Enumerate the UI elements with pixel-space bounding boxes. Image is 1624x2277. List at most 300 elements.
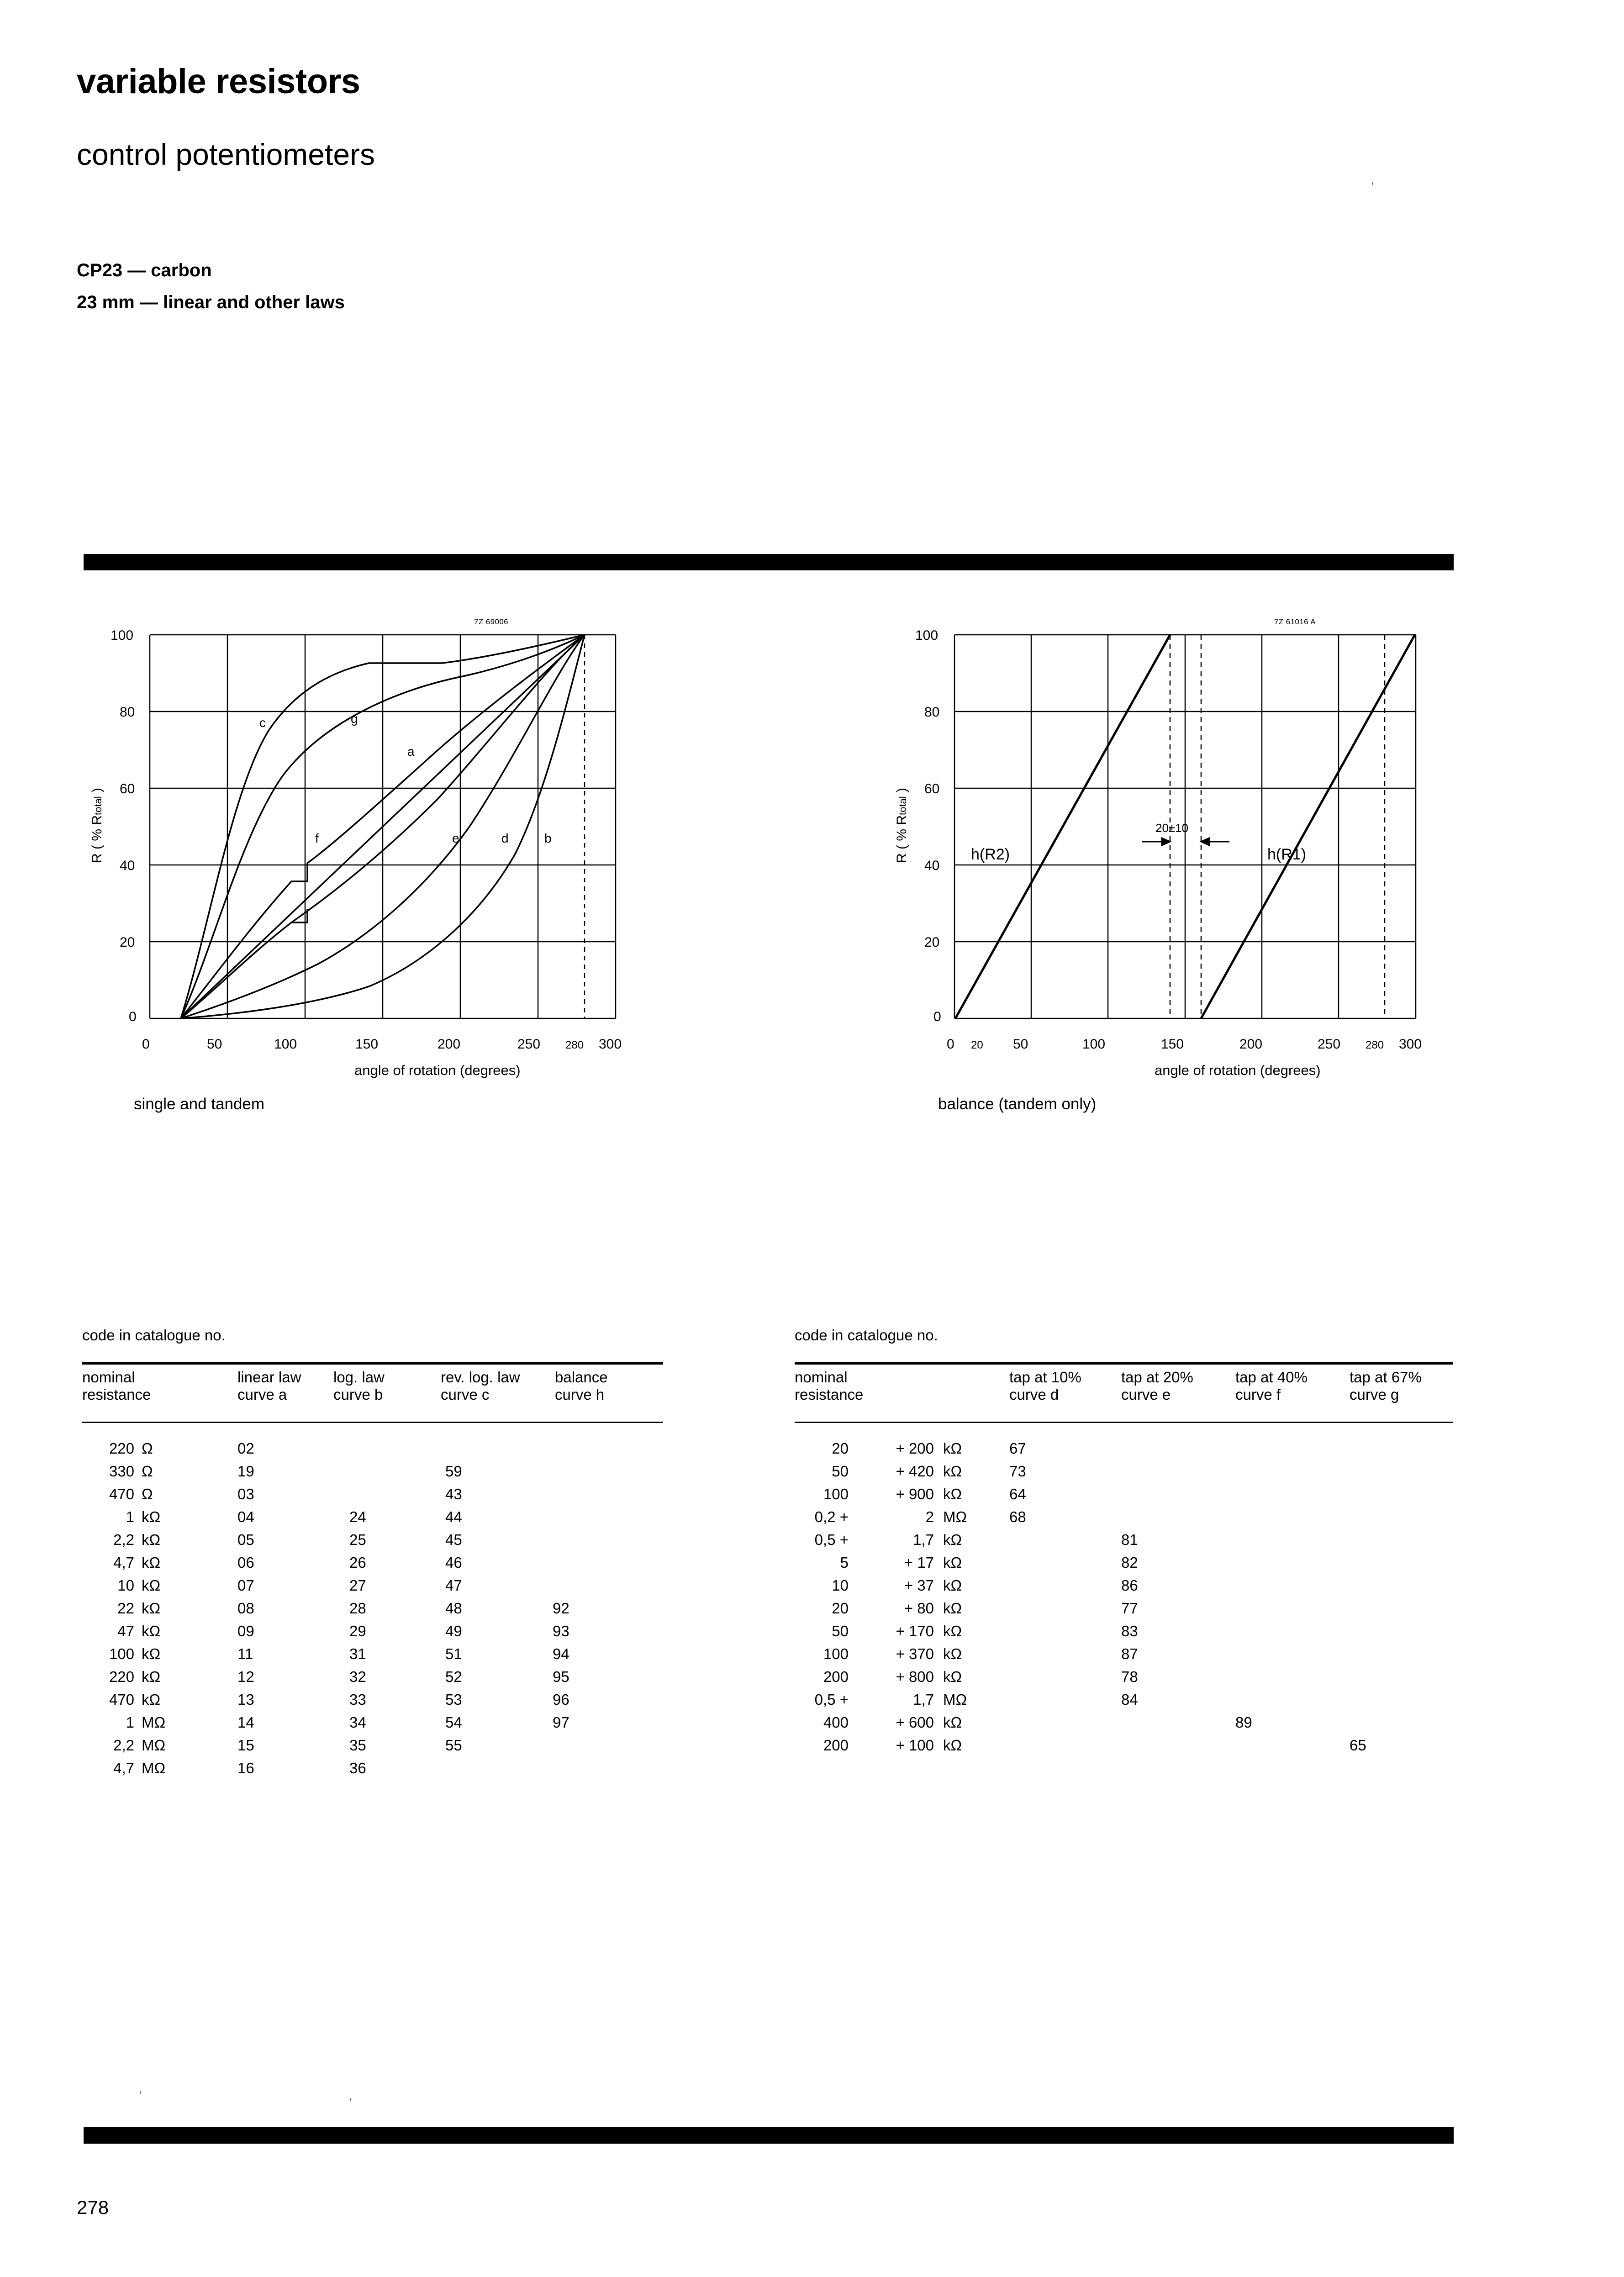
table-right	[795, 1369, 1453, 1403]
table-row	[795, 1486, 1453, 1508]
left-graph-curve-label-e: e	[452, 831, 459, 845]
cell-curve-c: 59	[445, 1463, 462, 1480]
cell-curve-c: 51	[445, 1645, 462, 1662]
right-graph-xtick-300: 300	[1399, 1037, 1422, 1052]
cell-curve-b: 31	[349, 1645, 366, 1662]
cell-curve-a: 06	[237, 1554, 254, 1571]
table-right-header-row-2	[795, 1386, 1453, 1403]
left-graph-xtick-150: 150	[355, 1037, 379, 1052]
cell-curve-b: 26	[349, 1554, 366, 1571]
table-right-header-tap67-2: curve g	[1350, 1386, 1399, 1403]
cell-curve-d: 64	[1009, 1486, 1026, 1502]
table-row	[82, 1440, 667, 1463]
cell-curve-a: 13	[237, 1691, 254, 1708]
table-left-header-linear-2: curve a	[237, 1386, 287, 1403]
left-graph-caption: single and tandem	[134, 1095, 265, 1113]
cell-curve-d	[1009, 1737, 1121, 1760]
cell-nominal-value-1: 20	[832, 1440, 849, 1457]
cell-nominal-value-2: + 800	[896, 1668, 934, 1685]
cell-nominal-unit: MΩ	[943, 1691, 967, 1708]
table-left-code-caption: code in catalogue no.	[82, 1327, 226, 1344]
cell-curve-d	[1009, 1623, 1121, 1645]
cell-nominal-value-1: 50	[832, 1623, 849, 1639]
left-graph-ytick-80: 80	[120, 705, 135, 720]
cell-curve-e: 83	[1121, 1623, 1138, 1639]
cell-curve-f	[1235, 1577, 1350, 1600]
cell-curve-d: 73	[1009, 1463, 1026, 1480]
cell-curve-a: 14	[237, 1714, 254, 1731]
cell-curve-a: 15	[237, 1737, 254, 1754]
cell-nominal-value: 1	[126, 1508, 134, 1525]
table-row	[82, 1463, 667, 1486]
cell-nominal-value-1: 200	[823, 1737, 849, 1754]
cell-nominal-value: 10	[117, 1577, 134, 1594]
cell-curve-d	[1009, 1577, 1121, 1600]
stray-mark-bottom-left: '	[139, 2089, 142, 2102]
cell-curve-c: 43	[445, 1486, 462, 1502]
cell-curve-f	[1235, 1486, 1350, 1508]
cell-curve-e	[1121, 1486, 1235, 1508]
cell-curve-e: 81	[1121, 1531, 1138, 1548]
cell-nominal-value: 2,2	[113, 1531, 134, 1548]
table-row	[82, 1714, 667, 1737]
table-row	[82, 1737, 667, 1760]
cell-curve-c: 47	[445, 1577, 462, 1594]
cell-nominal-value-2: 1,7	[913, 1531, 934, 1548]
cell-curve-e	[1121, 1508, 1235, 1531]
cell-curve-a: 09	[237, 1623, 254, 1639]
table-left-header-balance-1: balance	[555, 1369, 608, 1386]
cell-nominal-unit: kΩ	[943, 1554, 962, 1571]
table-row	[795, 1440, 1453, 1463]
cell-curve-f	[1235, 1600, 1350, 1623]
cell-curve-b: 36	[349, 1760, 366, 1776]
cell-curve-g	[1350, 1577, 1453, 1600]
right-graph-xtick-100: 100	[1082, 1037, 1106, 1052]
left-graph-xtick-200: 200	[438, 1037, 461, 1052]
cell-nominal-value-2: + 37	[904, 1577, 934, 1594]
cell-nominal-unit: kΩ	[142, 1691, 161, 1708]
cell-curve-b	[349, 1486, 445, 1508]
cell-nominal-value-2: + 420	[896, 1463, 934, 1480]
cell-nominal-unit: kΩ	[142, 1645, 161, 1662]
cell-nominal-value-1: 50	[832, 1463, 849, 1480]
cell-curve-f	[1235, 1531, 1350, 1554]
stray-mark-bottom-mid: '	[349, 2096, 352, 2108]
cell-curve-d	[1009, 1531, 1121, 1554]
cell-curve-c: 49	[445, 1623, 462, 1639]
cell-nominal-value-1: 0,2 +	[814, 1508, 849, 1525]
table-row	[795, 1668, 1453, 1691]
cell-nominal-unit: MΩ	[142, 1760, 166, 1776]
left-graph-curve-label-f: f	[315, 831, 319, 845]
cell-curve-h: 94	[553, 1645, 569, 1662]
product-type-line-2: 23 mm — linear and other laws	[77, 292, 345, 312]
graph-single-and-tandem	[77, 607, 716, 1113]
cell-nominal-value: 100	[109, 1645, 134, 1662]
cell-curve-d	[1009, 1554, 1121, 1577]
table-left-header-linear-1: linear law	[237, 1369, 301, 1386]
cell-curve-a: 11	[237, 1645, 253, 1662]
table-right-body	[795, 1440, 1453, 1760]
left-graph-curve-label-g: g	[351, 712, 358, 726]
cell-curve-c: 55	[445, 1737, 462, 1754]
cell-nominal-value: 470	[109, 1691, 134, 1708]
cell-nominal-unit: kΩ	[142, 1600, 161, 1617]
table-right-header-tap20-1: tap at 20%	[1121, 1369, 1193, 1386]
page-subtitle: control potentiometers	[77, 137, 375, 171]
table-row	[795, 1463, 1453, 1486]
right-graph-label-h-r2: h(R2)	[971, 846, 1010, 863]
cell-curve-e	[1121, 1463, 1235, 1486]
cell-nominal-value-1: 200	[823, 1668, 849, 1685]
cell-nominal-value: 470	[109, 1486, 134, 1502]
cell-curve-d: 68	[1009, 1508, 1026, 1525]
cell-nominal-value: 4,7	[113, 1760, 134, 1776]
cell-nominal-unit: kΩ	[142, 1577, 161, 1594]
cell-nominal-unit: kΩ	[943, 1486, 962, 1502]
right-graph-xtick-150: 150	[1161, 1037, 1184, 1052]
cell-curve-f	[1235, 1463, 1350, 1486]
cell-curve-h: 92	[553, 1600, 569, 1617]
cell-curve-e	[1121, 1714, 1235, 1737]
cell-curve-g	[1350, 1531, 1453, 1554]
cell-nominal-value-1: 0,5 +	[814, 1691, 849, 1708]
left-graph-ytick-60: 60	[120, 781, 135, 796]
table-row	[795, 1600, 1453, 1623]
cell-nominal-value-1: 0,5 +	[814, 1531, 849, 1548]
right-graph-xtick-200: 200	[1239, 1037, 1263, 1052]
cell-curve-e: 87	[1121, 1645, 1138, 1662]
left-graph-xtick-300: 300	[599, 1037, 622, 1052]
cell-curve-g	[1350, 1645, 1453, 1668]
cell-curve-e: 78	[1121, 1668, 1138, 1685]
cell-curve-a: 04	[237, 1508, 254, 1525]
cell-curve-c: 54	[445, 1714, 462, 1731]
table-row	[82, 1600, 667, 1623]
cell-nominal-value-2: + 17	[904, 1554, 934, 1571]
cell-nominal-unit: kΩ	[943, 1737, 962, 1754]
cell-nominal-unit: kΩ	[142, 1508, 161, 1525]
cell-nominal-unit: kΩ	[943, 1623, 962, 1639]
right-graph-xtick-50: 50	[1013, 1037, 1028, 1052]
cell-nominal-unit: kΩ	[943, 1577, 962, 1594]
cell-nominal-value: 4,7	[113, 1554, 134, 1571]
cell-nominal-value-1: 5	[840, 1554, 849, 1571]
cell-curve-c	[445, 1760, 553, 1782]
left-graph-code: 7Z 69006	[474, 617, 509, 626]
table-left-header-log-1: log. law	[333, 1369, 385, 1386]
cell-curve-f: 89	[1235, 1714, 1252, 1731]
table-row	[82, 1691, 667, 1714]
cell-curve-g	[1350, 1623, 1453, 1645]
cell-curve-g	[1350, 1668, 1453, 1691]
cell-curve-g	[1350, 1600, 1453, 1623]
cell-nominal-unit: kΩ	[943, 1600, 962, 1617]
cell-nominal-value-2: + 200	[896, 1440, 934, 1457]
table-row	[795, 1714, 1453, 1737]
cell-nominal-value-1: 10	[832, 1577, 849, 1594]
cell-curve-a: 08	[237, 1600, 254, 1617]
table-right-header-tap10-1: tap at 10%	[1009, 1369, 1081, 1386]
table-left-header-row-2	[82, 1386, 608, 1403]
table-row	[82, 1508, 667, 1531]
cell-curve-c: 46	[445, 1554, 462, 1571]
table-right-header-tap67-1: tap at 67%	[1350, 1369, 1422, 1386]
table-right-header-tap10-2: curve d	[1009, 1386, 1059, 1403]
page-title: variable resistors	[77, 62, 360, 101]
cell-nominal-value-1: 100	[823, 1645, 849, 1662]
cell-curve-g	[1350, 1714, 1453, 1737]
cell-curve-f	[1235, 1554, 1350, 1577]
product-type-line-1: CP23 — carbon	[77, 260, 212, 280]
right-graph-ytick-80: 80	[924, 705, 940, 720]
table-right-header-rule	[795, 1422, 1453, 1423]
cell-curve-a: 02	[237, 1440, 254, 1457]
cell-nominal-unit: kΩ	[943, 1531, 962, 1548]
table-row	[795, 1645, 1453, 1668]
right-graph-ytick-100: 100	[915, 628, 939, 643]
cell-curve-e	[1121, 1737, 1235, 1760]
cell-curve-b: 29	[349, 1623, 366, 1639]
table-left-header-revlog-2: curve c	[441, 1386, 490, 1403]
cell-curve-h	[553, 1760, 667, 1782]
right-graph-code: 7Z 61016 A	[1274, 617, 1316, 626]
cell-nominal-unit: kΩ	[943, 1440, 962, 1457]
table-row	[82, 1486, 667, 1508]
right-graph-ytick-40: 40	[924, 858, 940, 873]
table-left-header-rule	[82, 1422, 663, 1423]
cell-nominal-unit: kΩ	[142, 1668, 161, 1685]
cell-curve-a: 12	[237, 1668, 254, 1685]
table-left-header-balance-2: curve h	[555, 1386, 605, 1403]
cell-curve-b: 28	[349, 1600, 366, 1617]
cell-curve-c: 45	[445, 1531, 462, 1548]
table-row	[795, 1508, 1453, 1531]
graph-balance-tandem-only	[881, 607, 1489, 1113]
cell-nominal-value: 47	[117, 1623, 134, 1639]
cell-curve-b: 24	[349, 1508, 366, 1525]
table-right-header-row-1	[795, 1369, 1453, 1386]
cell-curve-f	[1235, 1440, 1350, 1463]
cell-curve-f	[1235, 1645, 1350, 1668]
table-row	[82, 1645, 667, 1668]
cell-nominal-value-2: + 100	[896, 1737, 934, 1754]
cell-nominal-value-2: + 80	[904, 1600, 934, 1617]
right-graph-xtick-280: 280	[1366, 1039, 1384, 1051]
cell-curve-b: 35	[349, 1737, 366, 1754]
cell-curve-f	[1235, 1691, 1350, 1714]
table-row	[82, 1623, 667, 1645]
cell-nominal-unit: kΩ	[943, 1714, 962, 1731]
table-row	[795, 1554, 1453, 1577]
cell-nominal-value-2: + 170	[896, 1623, 934, 1639]
cell-nominal-value: 220	[109, 1440, 134, 1457]
cell-nominal-unit: Ω	[142, 1463, 153, 1480]
cell-nominal-value-2: + 370	[896, 1645, 934, 1662]
cell-curve-e: 84	[1121, 1691, 1138, 1708]
cell-curve-h	[553, 1554, 667, 1577]
left-graph-y-axis-title: R ( % Rtotal )	[90, 788, 105, 863]
cell-nominal-unit: Ω	[142, 1440, 153, 1457]
cell-curve-g	[1350, 1463, 1453, 1486]
left-graph-xtick-0: 0	[142, 1037, 150, 1052]
cell-curve-h: 93	[553, 1623, 569, 1639]
cell-curve-a: 03	[237, 1486, 254, 1502]
cell-nominal-unit: kΩ	[943, 1463, 962, 1480]
cell-curve-a: 19	[237, 1463, 254, 1480]
cell-nominal-value: 2,2	[113, 1737, 134, 1754]
table-row	[82, 1554, 667, 1577]
left-graph-xtick-50: 50	[207, 1037, 222, 1052]
cell-curve-h	[553, 1531, 667, 1554]
right-graph-xtick-250: 250	[1318, 1037, 1341, 1052]
right-graph-caption: balance (tandem only)	[938, 1095, 1097, 1113]
left-graph-xtick-100: 100	[274, 1037, 297, 1052]
table-row	[795, 1623, 1453, 1645]
cell-curve-a: 05	[237, 1531, 254, 1548]
cell-nominal-value-2: + 600	[896, 1714, 934, 1731]
table-left-header-row-1	[82, 1369, 608, 1386]
cell-curve-h	[553, 1440, 667, 1463]
left-graph-ytick-20: 20	[120, 935, 135, 950]
table-row	[82, 1577, 667, 1600]
left-graph-x-axis-title: angle of rotation (degrees)	[354, 1062, 521, 1078]
cell-curve-f	[1235, 1668, 1350, 1691]
cell-nominal-value: 330	[109, 1463, 134, 1480]
cell-curve-b: 27	[349, 1577, 366, 1594]
cell-curve-h: 95	[553, 1668, 569, 1685]
table-right-header-tap40-2: curve f	[1235, 1386, 1281, 1403]
cell-curve-g: 65	[1350, 1737, 1366, 1754]
table-left-top-rule	[82, 1362, 663, 1365]
left-graph-curve-label-a: a	[407, 744, 415, 759]
cell-curve-a: 07	[237, 1577, 254, 1594]
right-graph-ytick-60: 60	[924, 781, 940, 796]
cell-nominal-unit: kΩ	[142, 1531, 161, 1548]
table-row	[795, 1691, 1453, 1714]
cell-curve-f	[1235, 1508, 1350, 1531]
cell-curve-d	[1009, 1714, 1121, 1737]
table-right-header-tap20-2: curve e	[1121, 1386, 1171, 1403]
cell-curve-e: 82	[1121, 1554, 1138, 1571]
cell-nominal-value: 1	[126, 1714, 134, 1731]
cell-curve-g	[1350, 1486, 1453, 1508]
table-row	[82, 1668, 667, 1691]
table-right-header-tap40-1: tap at 40%	[1235, 1369, 1308, 1386]
cell-nominal-value-1: 400	[823, 1714, 849, 1731]
table-row	[795, 1577, 1453, 1600]
cell-curve-b: 34	[349, 1714, 366, 1731]
table-right-top-rule	[795, 1362, 1453, 1365]
table-left-body	[82, 1440, 667, 1782]
left-graph-curve-label-d: d	[501, 831, 509, 845]
cell-curve-h: 96	[553, 1691, 569, 1708]
cell-curve-d	[1009, 1645, 1121, 1668]
table-left-header-nominal-2: resistance	[82, 1386, 151, 1403]
cell-curve-h	[553, 1463, 667, 1486]
cell-curve-c: 48	[445, 1600, 462, 1617]
cell-curve-g	[1350, 1554, 1453, 1577]
cell-curve-d	[1009, 1691, 1121, 1714]
cell-curve-f	[1235, 1737, 1350, 1760]
cell-nominal-unit: kΩ	[142, 1554, 161, 1571]
header-divider-rule	[84, 554, 1454, 570]
cell-curve-e: 77	[1121, 1600, 1138, 1617]
cell-curve-d	[1009, 1668, 1121, 1691]
cell-curve-h: 97	[553, 1714, 569, 1731]
right-graph-ytick-0: 0	[933, 1009, 941, 1024]
left-graph-xtick-280: 280	[565, 1039, 584, 1051]
right-graph-ytick-20: 20	[924, 935, 940, 950]
cell-curve-d	[1009, 1600, 1121, 1623]
cell-nominal-unit: Ω	[142, 1486, 153, 1502]
table-right-header-nominal-1: nominal	[795, 1369, 848, 1386]
cell-curve-e	[1121, 1440, 1235, 1463]
cell-nominal-value: 22	[117, 1600, 134, 1617]
left-graph-ytick-0: 0	[129, 1009, 137, 1024]
cell-curve-g	[1350, 1440, 1453, 1463]
cell-curve-g	[1350, 1508, 1453, 1531]
cell-nominal-unit: kΩ	[943, 1668, 962, 1685]
cell-curve-c: 44	[445, 1508, 462, 1525]
right-graph-y-axis-title: R ( % Rtotal )	[894, 788, 909, 863]
cell-curve-c: 52	[445, 1668, 462, 1685]
cell-curve-b	[349, 1440, 445, 1463]
table-row	[795, 1737, 1453, 1760]
cell-curve-h	[553, 1508, 667, 1531]
footer-divider-rule	[84, 2127, 1454, 2144]
right-graph-dimension-label: 20±10	[1155, 821, 1189, 835]
cell-nominal-value-2: + 900	[896, 1486, 934, 1502]
table-row	[82, 1531, 667, 1554]
left-graph-curve-label-b: b	[544, 831, 552, 845]
left-graph-curve-label-c: c	[259, 716, 266, 730]
right-graph-xtick-20: 20	[971, 1039, 983, 1051]
table-left-header-nominal-1: nominal	[82, 1369, 135, 1386]
table-row	[82, 1760, 667, 1782]
page-number: 278	[77, 2197, 109, 2218]
table-left	[82, 1369, 608, 1403]
stray-mark-top: '	[1371, 180, 1374, 193]
cell-curve-a: 16	[237, 1760, 254, 1776]
cell-curve-b: 32	[349, 1668, 366, 1685]
cell-curve-c	[445, 1440, 553, 1463]
cell-curve-d: 67	[1009, 1440, 1026, 1457]
table-right-code-caption: code in catalogue no.	[795, 1327, 938, 1344]
table-right-header-nominal-2: resistance	[795, 1386, 864, 1403]
cell-nominal-value-2: 1,7	[913, 1691, 934, 1708]
cell-curve-c: 53	[445, 1691, 462, 1708]
right-graph-label-h-r1: h(R1)	[1267, 846, 1307, 863]
cell-curve-e: 86	[1121, 1577, 1138, 1594]
cell-nominal-unit: kΩ	[943, 1645, 962, 1662]
cell-nominal-value-2: 2	[925, 1508, 934, 1525]
cell-curve-g	[1350, 1691, 1453, 1714]
cell-nominal-value-1: 100	[823, 1486, 849, 1502]
cell-curve-h	[553, 1577, 667, 1600]
right-graph-x-axis-title: angle of rotation (degrees)	[1155, 1062, 1321, 1078]
left-graph-plot	[77, 607, 716, 1110]
cell-curve-b	[349, 1463, 445, 1486]
table-row	[795, 1531, 1453, 1554]
right-graph-plot	[881, 607, 1489, 1110]
cell-nominal-unit: kΩ	[142, 1623, 161, 1639]
cell-curve-h	[553, 1737, 667, 1760]
table-left-header-revlog-1: rev. log. law	[441, 1369, 520, 1386]
left-graph-xtick-250: 250	[517, 1037, 541, 1052]
cell-nominal-unit: MΩ	[142, 1737, 166, 1754]
